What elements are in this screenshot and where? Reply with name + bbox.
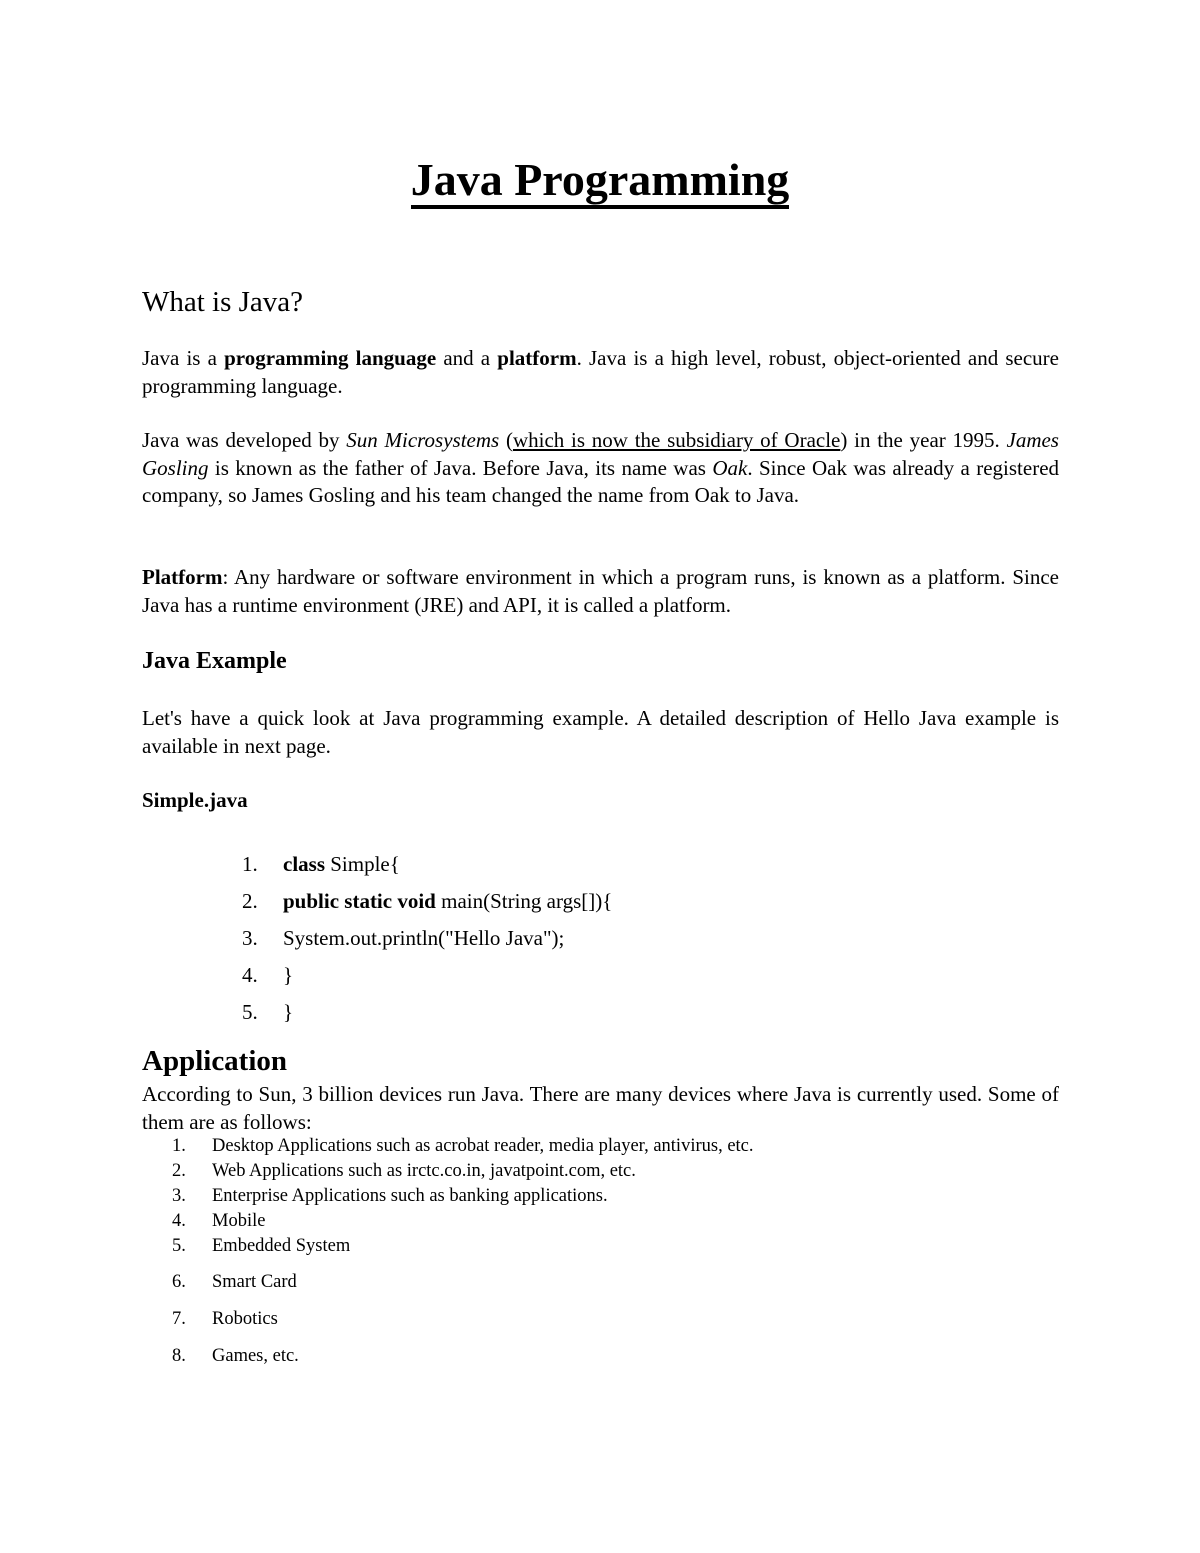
- application-list: [172, 1134, 754, 1381]
- list-item-text: Robotics: [212, 1309, 278, 1329]
- code-line-number: 1.: [242, 852, 258, 876]
- list-item: [172, 1344, 754, 1381]
- code-text: main(String args[]){: [435, 889, 613, 913]
- code-keyword: public static void: [283, 889, 436, 913]
- list-item: [172, 1134, 754, 1159]
- platform-paragraph: [142, 564, 1059, 619]
- history-paragraph: [142, 427, 1059, 510]
- application-intro-paragraph: According to Sun, 3 billion devices run Java. There are many devices where Java is currently used. Some of them are as follows:: [142, 1082, 1059, 1134]
- page-title: [0, 150, 1200, 210]
- list-item: [172, 1209, 754, 1234]
- list-item-text: Mobile: [212, 1211, 266, 1231]
- list-item-number: 7.: [172, 1309, 186, 1329]
- list-item-number: 5.: [172, 1236, 186, 1256]
- code-line-number: 2.: [242, 889, 258, 913]
- code-line: [242, 960, 612, 997]
- history-underline-oracle: which is now the subsidiary of Oracle: [512, 428, 841, 452]
- history-italic-sun: Sun Microsystems: [346, 428, 500, 452]
- history-italic-oak: Oak: [712, 455, 748, 480]
- list-item: [172, 1159, 754, 1184]
- code-line: [242, 923, 612, 960]
- list-item-number: 4.: [172, 1211, 186, 1231]
- code-text: }: [283, 963, 294, 987]
- code-text: System.out.println("Hello Java");: [283, 926, 565, 950]
- intro-paragraph: [142, 345, 1059, 400]
- history-italic-gosling: James Gosling: [142, 428, 1059, 480]
- code-text: Simple{: [325, 852, 400, 876]
- list-item-number: 1.: [172, 1136, 186, 1156]
- code-line-number: 5.: [242, 1000, 258, 1024]
- history-text-5: . Since Oak was already a registered company, so James Gosling and his team changed the name from Oak to Java.: [142, 455, 1060, 507]
- platform-label: Platform: [142, 565, 223, 589]
- list-item-text: Enterprise Applications such as banking applications.: [212, 1186, 608, 1206]
- history-text-1: Java was developed by: [142, 428, 347, 452]
- file-name-label: Simple.java: [142, 788, 248, 812]
- code-text: }: [283, 1000, 294, 1024]
- intro-bold-platform: platform: [497, 346, 577, 370]
- page-title-text: Java Programming: [411, 154, 790, 209]
- history-text-3: ) in the year 1995.: [840, 428, 1007, 452]
- list-item-number: 2.: [172, 1161, 186, 1181]
- code-line-number: 4.: [242, 963, 258, 987]
- code-keyword: class: [283, 852, 325, 876]
- intro-text-3: . Java is a high level, robust, object-oriented and secure programming language.: [142, 346, 1059, 398]
- list-item-text: Desktop Applications such as acrobat reader, media player, antivirus, etc.: [212, 1136, 754, 1156]
- list-item-number: 3.: [172, 1186, 186, 1206]
- intro-text-1: Java is a: [142, 346, 225, 370]
- code-line: [242, 849, 612, 886]
- list-item-text: Games, etc.: [212, 1346, 299, 1366]
- list-item: [172, 1184, 754, 1209]
- list-item: [172, 1270, 754, 1307]
- list-item-text: Web Applications such as irctc.co.in, javatpoint.com, etc.: [212, 1161, 636, 1181]
- application-heading: Application: [142, 1045, 288, 1077]
- example-intro-paragraph: Let's have a quick look at Java programming example. A detailed description of Hello Java example is available in next page.: [142, 706, 1059, 758]
- code-line-number: 3.: [242, 926, 258, 950]
- list-item: [172, 1234, 754, 1270]
- intro-text-2: and a: [436, 346, 498, 370]
- history-text-4: is known as the father of Java. Before Java, its name was: [208, 455, 713, 480]
- list-item-text: Smart Card: [212, 1272, 297, 1292]
- list-item-number: 6.: [172, 1272, 186, 1292]
- what-is-java-heading: What is Java?: [142, 286, 304, 318]
- code-line: [242, 886, 612, 923]
- list-item-text: Embedded System: [212, 1236, 351, 1256]
- java-example-heading: Java Example: [142, 648, 287, 674]
- list-item-number: 8.: [172, 1346, 186, 1366]
- platform-text: : Any hardware or software environment in which a program runs, is known as a platform. Since Java has a runtime environment (JRE) and API, it is called a platform.: [142, 565, 1059, 617]
- history-text-2: (: [499, 428, 513, 452]
- code-listing: [242, 849, 612, 1034]
- list-item: [172, 1307, 754, 1344]
- code-line: [242, 997, 612, 1034]
- intro-bold-language: programming language: [224, 346, 437, 370]
